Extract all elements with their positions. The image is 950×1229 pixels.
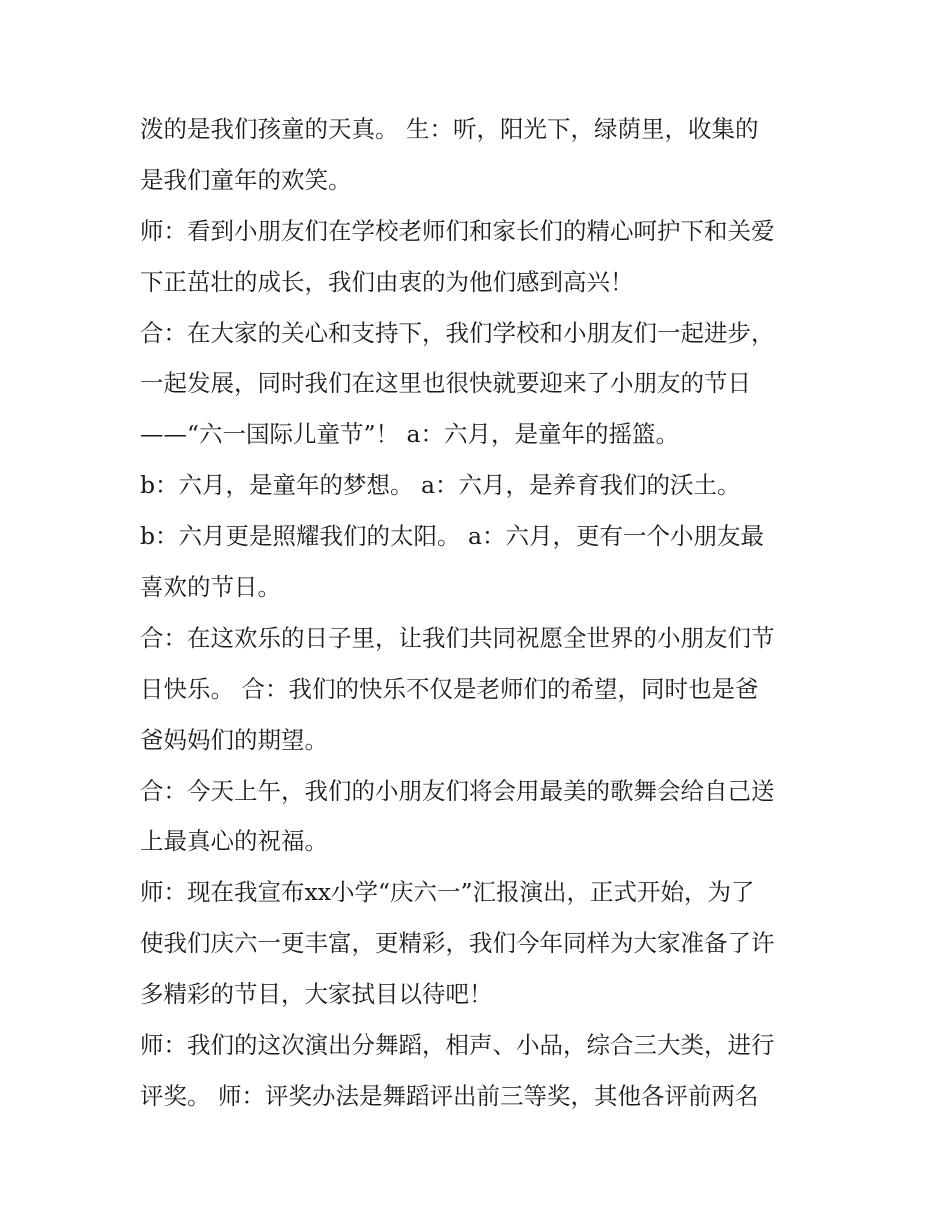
text-line: 上最真心的祝福。 (140, 827, 328, 856)
text-line: 评奖。 师：评奖办法是舞蹈评出前三等奖，其他各评前两名 (140, 1081, 759, 1110)
text-line: 日快乐。 合：我们的快乐不仅是老师们的希望，同时也是爸 (140, 674, 759, 703)
text-line: 爸妈妈们的期望。 (140, 725, 328, 754)
document-body (140, 104, 830, 1122)
text-line: 下正茁壮的成长，我们由衷的为他们感到高兴！ (140, 267, 634, 296)
text-line: 师：我们的这次演出分舞蹈，相声、小品，综合三大类，进行 (140, 1031, 775, 1060)
text-line: 是我们童年的欢笑。 (140, 165, 352, 194)
text-line: 一起发展，同时我们在这里也很快就要迎来了小朋友的节日 (140, 369, 751, 398)
text-line: 合：在大家的关心和支持下，我们学校和小朋友们一起进步， (140, 318, 775, 347)
text-line: b：六月更是照耀我们的太阳。 a：六月，更有一个小朋友最 (140, 522, 765, 551)
text-line: 使我们庆六一更丰富，更精彩，我们今年同样为大家准备了许 (140, 929, 775, 958)
text-line: 多精彩的节目，大家拭目以待吧！ (140, 980, 493, 1009)
text-line: 合：今天上午，我们的小朋友们将会用最美的歌舞会给自己送 (140, 776, 775, 805)
text-line: 师：看到小朋友们在学校老师们和家长们的精心呵护下和关爱 (140, 216, 775, 245)
text-line: 泼的是我们孩童的天真。 生：听，阳光下，绿荫里，收集的 (140, 115, 759, 143)
text-line: 合：在这欢乐的日子里，让我们共同祝愿全世界的小朋友们节 (140, 623, 775, 652)
text-line: b：六月，是童年的梦想。 a：六月，是养育我们的沃土。 (140, 471, 741, 500)
text-line: 喜欢的节日。 (140, 573, 281, 602)
text-line: 师：现在我宣布xx小学“庆六一”汇报演出，正式开始，为了 (140, 878, 755, 907)
text-line: ——“六一国际儿童节”！ a：六月，是童年的摇篮。 (140, 420, 680, 449)
